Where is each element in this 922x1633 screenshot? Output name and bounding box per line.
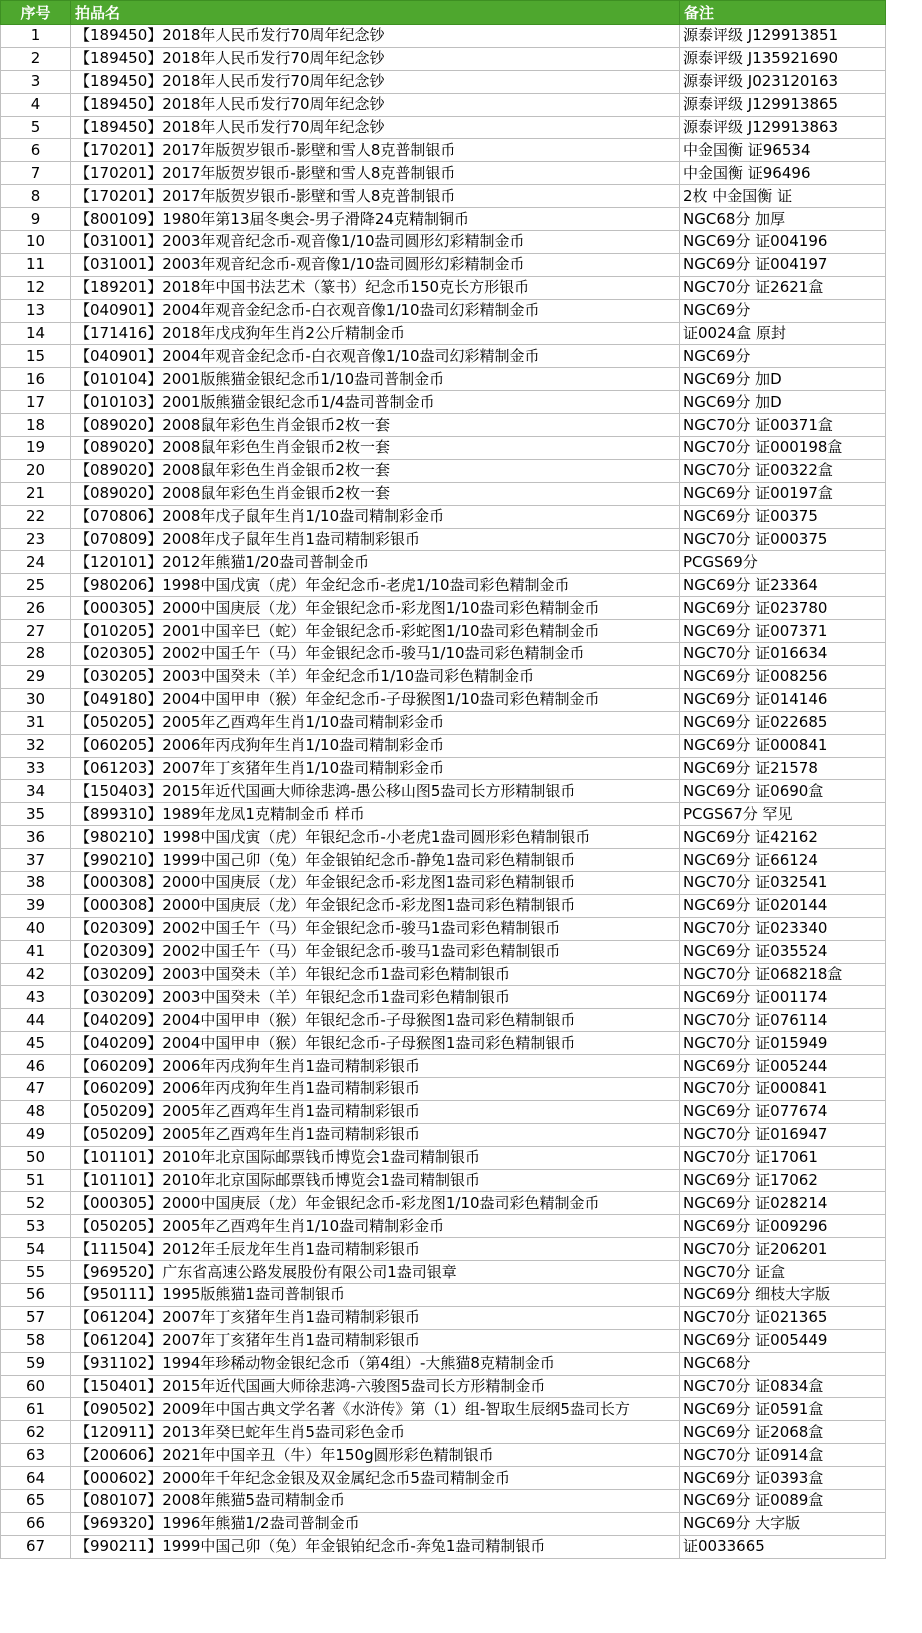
table-row (1, 1192, 886, 1215)
table-row (1, 299, 886, 322)
remarks-cell: NGC68分 (680, 1352, 886, 1375)
remarks-cell: NGC70分 证0834盒 (680, 1375, 886, 1398)
remarks-cell: NGC69分 证004196 (680, 231, 886, 254)
lot-number-cell: 28 (1, 643, 71, 666)
remarks-cell: NGC70分 证021365 (680, 1306, 886, 1329)
table-row (1, 986, 886, 1009)
remarks-cell: 源泰评级 J135921690 (680, 47, 886, 70)
table-row (1, 711, 886, 734)
lot-name-cell: 【020309】2002中国壬午（马）年金银纪念币-骏马1盎司彩色精制银币 (71, 917, 680, 940)
remarks-cell: NGC70分 证015949 (680, 1032, 886, 1055)
remarks-cell: 源泰评级 J129913851 (680, 25, 886, 48)
table-row (1, 276, 886, 299)
remarks-cell: NGC70分 证2621盒 (680, 276, 886, 299)
lot-number-cell: 47 (1, 1077, 71, 1100)
remarks-cell: NGC69分 证42162 (680, 826, 886, 849)
table-row (1, 757, 886, 780)
table-row (1, 1100, 886, 1123)
remarks-cell: NGC69分 证000841 (680, 734, 886, 757)
remarks-cell: NGC69分 证035524 (680, 940, 886, 963)
header-lot-number: 序号 (1, 1, 71, 25)
lot-number-cell: 16 (1, 368, 71, 391)
table-row (1, 47, 886, 70)
remarks-cell: NGC70分 证000841 (680, 1077, 886, 1100)
remarks-cell: 中金国衡 证96496 (680, 162, 886, 185)
lot-name-cell: 【089020】2008鼠年彩色生肖金银币2枚一套 (71, 459, 680, 482)
lot-name-cell: 【050205】2005年乙酉鸡年生肖1/10盎司精制彩金币 (71, 711, 680, 734)
remarks-cell: NGC69分 证007371 (680, 620, 886, 643)
table-row (1, 437, 886, 460)
lot-number-cell: 10 (1, 231, 71, 254)
table-body (1, 25, 886, 1559)
table-row (1, 1077, 886, 1100)
remarks-cell: NGC70分 证016947 (680, 1123, 886, 1146)
lot-name-cell: 【000308】2000中国庚辰（龙）年金银纪念币-彩龙图1盎司彩色精制银币 (71, 894, 680, 917)
remarks-cell: NGC69分 (680, 299, 886, 322)
lot-number-cell: 9 (1, 208, 71, 231)
table-row (1, 1467, 886, 1490)
lot-number-cell: 39 (1, 894, 71, 917)
remarks-cell: NGC70分 证17061 (680, 1146, 886, 1169)
lot-number-cell: 35 (1, 803, 71, 826)
lot-number-cell: 23 (1, 528, 71, 551)
lot-name-cell: 【980210】1998中国戊寅（虎）年银纪念币-小老虎1盎司圆形彩色精制银币 (71, 826, 680, 849)
table-row (1, 185, 886, 208)
lot-number-cell: 38 (1, 871, 71, 894)
lot-number-cell: 44 (1, 1009, 71, 1032)
table-row (1, 368, 886, 391)
lot-name-cell: 【010104】2001版熊猫金银纪念币1/10盎司普制金币 (71, 368, 680, 391)
lot-name-cell: 【171416】2018年戊戌狗年生肖2公斤精制金币 (71, 322, 680, 345)
lot-number-cell: 43 (1, 986, 71, 1009)
table-row (1, 871, 886, 894)
remarks-cell: NGC69分 证21578 (680, 757, 886, 780)
remarks-cell: NGC69分 证005244 (680, 1055, 886, 1078)
lot-name-cell: 【980206】1998中国戊寅（虎）年金纪念币-老虎1/10盎司彩色精制金币 (71, 574, 680, 597)
table-row (1, 1123, 886, 1146)
lot-name-cell: 【931102】1994年珍稀动物金银纪念币（第4组）-大熊猫8克精制金币 (71, 1352, 680, 1375)
lot-name-cell: 【990210】1999中国己卯（兔）年金银铂纪念币-静兔1盎司彩色精制银币 (71, 849, 680, 872)
remarks-cell: 证0033665 (680, 1535, 886, 1558)
lot-name-cell: 【040901】2004年观音金纪念币-白衣观音像1/10盎司幻彩精制金币 (71, 299, 680, 322)
lot-name-cell: 【969520】广东省高速公路发展股份有限公司1盎司银章 (71, 1261, 680, 1284)
lot-number-cell: 22 (1, 505, 71, 528)
lot-name-cell: 【000305】2000中国庚辰（龙）年金银纪念币-彩龙图1/10盎司彩色精制金币 (71, 1192, 680, 1215)
remarks-cell: NGC70分 证032541 (680, 871, 886, 894)
lot-name-cell: 【060205】2006年丙戌狗年生肖1/10盎司精制彩金币 (71, 734, 680, 757)
remarks-cell: 中金国衡 证96534 (680, 139, 886, 162)
table-row (1, 1215, 886, 1238)
lot-number-cell: 50 (1, 1146, 71, 1169)
lot-name-cell: 【150403】2015年近代国画大师徐悲鸿-愚公移山图5盎司长方形精制银币 (71, 780, 680, 803)
lot-number-cell: 62 (1, 1421, 71, 1444)
remarks-cell: NGC69分 证17062 (680, 1169, 886, 1192)
lot-name-cell: 【189450】2018年人民币发行70周年纪念钞 (71, 70, 680, 93)
table-row (1, 688, 886, 711)
lot-number-cell: 63 (1, 1444, 71, 1467)
table-row (1, 253, 886, 276)
lot-name-cell: 【050209】2005年乙酉鸡年生肖1盎司精制彩银币 (71, 1100, 680, 1123)
remarks-cell: NGC70分 证00322盒 (680, 459, 886, 482)
lot-number-cell: 41 (1, 940, 71, 963)
lot-name-cell: 【101101】2010年北京国际邮票钱币博览会1盎司精制银币 (71, 1146, 680, 1169)
table-row (1, 551, 886, 574)
lot-number-cell: 57 (1, 1306, 71, 1329)
lot-name-cell: 【150401】2015年近代国画大师徐悲鸿-六骏图5盎司长方形精制金币 (71, 1375, 680, 1398)
table-row (1, 734, 886, 757)
lot-name-cell: 【031001】2003年观音纪念币-观音像1/10盎司圆形幻彩精制金币 (71, 253, 680, 276)
table-row (1, 917, 886, 940)
lot-number-cell: 29 (1, 665, 71, 688)
remarks-cell: NGC69分 大字版 (680, 1512, 886, 1535)
table-row (1, 1490, 886, 1513)
table-row (1, 940, 886, 963)
lot-name-cell: 【120101】2012年熊猫1/20盎司普制金币 (71, 551, 680, 574)
table-row (1, 1375, 886, 1398)
table-row (1, 620, 886, 643)
table-row (1, 643, 886, 666)
remarks-cell: 2枚 中金国衡 证 (680, 185, 886, 208)
lot-name-cell: 【000308】2000中国庚辰（龙）年金银纪念币-彩龙图1盎司彩色精制银币 (71, 871, 680, 894)
table-row (1, 894, 886, 917)
remarks-cell: NGC69分 证023780 (680, 597, 886, 620)
lot-number-cell: 49 (1, 1123, 71, 1146)
lot-name-cell: 【031001】2003年观音纪念币-观音像1/10盎司圆形幻彩精制金币 (71, 231, 680, 254)
lot-number-cell: 33 (1, 757, 71, 780)
lot-number-cell: 36 (1, 826, 71, 849)
lot-name-cell: 【080107】2008年熊猫5盎司精制金币 (71, 1490, 680, 1513)
lot-number-cell: 42 (1, 963, 71, 986)
remarks-cell: 源泰评级 J129913865 (680, 93, 886, 116)
lot-number-cell: 19 (1, 437, 71, 460)
lot-number-cell: 11 (1, 253, 71, 276)
lot-number-cell: 30 (1, 688, 71, 711)
lot-name-cell: 【030209】2003中国癸未（羊）年银纪念币1盎司彩色精制银币 (71, 986, 680, 1009)
lot-name-cell: 【040209】2004中国甲申（猴）年银纪念币-子母猴图1盎司彩色精制银币 (71, 1032, 680, 1055)
remarks-cell: NGC70分 证076114 (680, 1009, 886, 1032)
lot-name-cell: 【061204】2007年丁亥猪年生肖1盎司精制彩银币 (71, 1329, 680, 1352)
lot-name-cell: 【010103】2001版熊猫金银纪念币1/4盎司普制金币 (71, 391, 680, 414)
table-row (1, 459, 886, 482)
lot-number-cell: 24 (1, 551, 71, 574)
lot-number-cell: 34 (1, 780, 71, 803)
table-row (1, 322, 886, 345)
table-row (1, 1421, 886, 1444)
lot-number-cell: 7 (1, 162, 71, 185)
lot-name-cell: 【189450】2018年人民币发行70周年纪念钞 (71, 116, 680, 139)
lot-name-cell: 【030205】2003中国癸未（羊）年金纪念币1/10盎司彩色精制金币 (71, 665, 680, 688)
lot-number-cell: 26 (1, 597, 71, 620)
remarks-cell: NGC69分 证66124 (680, 849, 886, 872)
remarks-cell: NGC69分 证00375 (680, 505, 886, 528)
lot-number-cell: 58 (1, 1329, 71, 1352)
lot-number-cell: 25 (1, 574, 71, 597)
lot-number-cell: 64 (1, 1467, 71, 1490)
remarks-cell: NGC69分 证001174 (680, 986, 886, 1009)
table-row (1, 963, 886, 986)
lot-number-cell: 6 (1, 139, 71, 162)
lot-name-cell: 【800109】1980年第13届冬奥会-男子滑降24克精制铜币 (71, 208, 680, 231)
remarks-cell: NGC69分 证004197 (680, 253, 886, 276)
lot-number-cell: 13 (1, 299, 71, 322)
lot-number-cell: 4 (1, 93, 71, 116)
table-row (1, 803, 886, 826)
lot-name-cell: 【101101】2010年北京国际邮票钱币博览会1盎司精制银币 (71, 1169, 680, 1192)
lot-number-cell: 52 (1, 1192, 71, 1215)
lot-name-cell: 【050209】2005年乙酉鸡年生肖1盎司精制彩银币 (71, 1123, 680, 1146)
lot-name-cell: 【020309】2002中国壬午（马）年金银纪念币-骏马1盎司彩色精制银币 (71, 940, 680, 963)
lot-name-cell: 【030209】2003中国癸未（羊）年银纪念币1盎司彩色精制银币 (71, 963, 680, 986)
table-row (1, 414, 886, 437)
table-row (1, 849, 886, 872)
lot-name-cell: 【950111】1995版熊猫1盎司普制银币 (71, 1283, 680, 1306)
remarks-cell: NGC69分 证0591盒 (680, 1398, 886, 1421)
lot-name-cell: 【070806】2008年戊子鼠年生肖1/10盎司精制彩金币 (71, 505, 680, 528)
lot-number-cell: 40 (1, 917, 71, 940)
table-row (1, 528, 886, 551)
remarks-cell: NGC70分 证023340 (680, 917, 886, 940)
lot-number-cell: 20 (1, 459, 71, 482)
table-row (1, 25, 886, 48)
table-row (1, 1032, 886, 1055)
remarks-cell: NGC69分 证009296 (680, 1215, 886, 1238)
table-row (1, 345, 886, 368)
remarks-cell: NGC69分 证23364 (680, 574, 886, 597)
lot-number-cell: 55 (1, 1261, 71, 1284)
lot-name-cell: 【990211】1999中国己卯（兔）年金银铂纪念币-奔兔1盎司精制银币 (71, 1535, 680, 1558)
lot-name-cell: 【089020】2008鼠年彩色生肖金银币2枚一套 (71, 414, 680, 437)
remarks-cell: NGC70分 证00371盒 (680, 414, 886, 437)
remarks-cell: NGC69分 加D (680, 391, 886, 414)
lot-name-cell: 【170201】2017年版贺岁银币-影壁和雪人8克普制银币 (71, 185, 680, 208)
lot-name-cell: 【040209】2004中国甲申（猴）年银纪念币-子母猴图1盎司彩色精制银币 (71, 1009, 680, 1032)
remarks-cell: NGC70分 证206201 (680, 1238, 886, 1261)
table-row (1, 826, 886, 849)
lot-name-cell: 【060209】2006年丙戌狗年生肖1盎司精制彩银币 (71, 1055, 680, 1078)
remarks-cell: NGC70分 证0914盒 (680, 1444, 886, 1467)
header-row (1, 1, 886, 25)
lot-number-cell: 32 (1, 734, 71, 757)
table-row (1, 1238, 886, 1261)
table-row (1, 70, 886, 93)
remarks-cell: NGC69分 细枝大字版 (680, 1283, 886, 1306)
remarks-cell: NGC69分 证00197盒 (680, 482, 886, 505)
table-row (1, 1009, 886, 1032)
lot-name-cell: 【189450】2018年人民币发行70周年纪念钞 (71, 25, 680, 48)
table-row (1, 1306, 886, 1329)
lot-name-cell: 【000602】2000年千年纪念金银及双金属纪念币5盎司精制金币 (71, 1467, 680, 1490)
lot-name-cell: 【061204】2007年丁亥猪年生肖1盎司精制彩银币 (71, 1306, 680, 1329)
lot-number-cell: 61 (1, 1398, 71, 1421)
lot-number-cell: 56 (1, 1283, 71, 1306)
remarks-cell: NGC69分 证0690盒 (680, 780, 886, 803)
table-row (1, 1055, 886, 1078)
table-row (1, 665, 886, 688)
table-row (1, 391, 886, 414)
lot-name-cell: 【120911】2013年癸巳蛇年生肖5盎司彩色金币 (71, 1421, 680, 1444)
lot-name-cell: 【200606】2021年中国辛丑（牛）年150g圆形彩色精制银币 (71, 1444, 680, 1467)
remarks-cell: PCGS69分 (680, 551, 886, 574)
table-row (1, 482, 886, 505)
lot-name-cell: 【090502】2009年中国古典文学名著《水浒传》第（1）组-智取生辰纲5盎司长方 (71, 1398, 680, 1421)
table-row (1, 597, 886, 620)
lot-number-cell: 31 (1, 711, 71, 734)
lot-name-cell: 【170201】2017年版贺岁银币-影壁和雪人8克普制银币 (71, 139, 680, 162)
header-remarks: 备注 (680, 1, 886, 25)
lot-name-cell: 【010205】2001中国辛巳（蛇）年金银纪念币-彩蛇图1/10盎司彩色精制金币 (71, 620, 680, 643)
remarks-cell: NGC70分 证000375 (680, 528, 886, 551)
lot-name-cell: 【060209】2006年丙戌狗年生肖1盎司精制彩银币 (71, 1077, 680, 1100)
table-row (1, 1329, 886, 1352)
remarks-cell: PCGS67分 罕见 (680, 803, 886, 826)
remarks-cell: NGC69分 (680, 345, 886, 368)
lot-number-cell: 2 (1, 47, 71, 70)
table-row (1, 1535, 886, 1558)
lot-name-cell: 【040901】2004年观音金纪念币-白衣观音像1/10盎司幻彩精制金币 (71, 345, 680, 368)
lot-number-cell: 15 (1, 345, 71, 368)
lot-number-cell: 48 (1, 1100, 71, 1123)
lot-number-cell: 66 (1, 1512, 71, 1535)
table-row (1, 162, 886, 185)
lot-name-cell: 【089020】2008鼠年彩色生肖金银币2枚一套 (71, 437, 680, 460)
lot-number-cell: 51 (1, 1169, 71, 1192)
table-row (1, 1261, 886, 1284)
table-row (1, 208, 886, 231)
lot-name-cell: 【189450】2018年人民币发行70周年纪念钞 (71, 93, 680, 116)
remarks-cell: NGC70分 证016634 (680, 643, 886, 666)
lot-number-cell: 54 (1, 1238, 71, 1261)
lot-number-cell: 67 (1, 1535, 71, 1558)
table-row (1, 505, 886, 528)
lot-name-cell: 【969320】1996年熊猫1/2盎司普制金币 (71, 1512, 680, 1535)
remarks-cell: NGC69分 证0089盒 (680, 1490, 886, 1513)
table-header (1, 1, 886, 25)
remarks-cell: NGC69分 证014146 (680, 688, 886, 711)
remarks-cell: NGC69分 证2068盒 (680, 1421, 886, 1444)
remarks-cell: NGC69分 证022685 (680, 711, 886, 734)
lot-number-cell: 17 (1, 391, 71, 414)
remarks-cell: NGC70分 证000198盒 (680, 437, 886, 460)
table-row (1, 139, 886, 162)
lot-number-cell: 27 (1, 620, 71, 643)
lot-number-cell: 8 (1, 185, 71, 208)
lot-number-cell: 18 (1, 414, 71, 437)
table-row (1, 1283, 886, 1306)
remarks-cell: NGC69分 证005449 (680, 1329, 886, 1352)
table-row (1, 1444, 886, 1467)
remarks-cell: NGC69分 证020144 (680, 894, 886, 917)
table-row (1, 1398, 886, 1421)
remarks-cell: NGC68分 加厚 (680, 208, 886, 231)
remarks-cell: NGC69分 加D (680, 368, 886, 391)
remarks-cell: 证0024盒 原封 (680, 322, 886, 345)
lot-name-cell: 【020305】2002中国壬午（马）年金银纪念币-骏马1/10盎司彩色精制金币 (71, 643, 680, 666)
lot-name-cell: 【189201】2018年中国书法艺术（篆书）纪念币150克长方形银币 (71, 276, 680, 299)
lot-name-cell: 【070809】2008年戊子鼠年生肖1盎司精制彩银币 (71, 528, 680, 551)
lot-number-cell: 60 (1, 1375, 71, 1398)
lot-name-cell: 【111504】2012年壬辰龙年生肖1盎司精制彩银币 (71, 1238, 680, 1261)
lot-number-cell: 5 (1, 116, 71, 139)
table-row (1, 231, 886, 254)
table-row (1, 116, 886, 139)
table-row (1, 780, 886, 803)
lot-name-cell: 【049180】2004中国甲申（猴）年金纪念币-子母猴图1/10盎司彩色精制金币 (71, 688, 680, 711)
lot-name-cell: 【170201】2017年版贺岁银币-影壁和雪人8克普制银币 (71, 162, 680, 185)
lot-name-cell: 【061203】2007年丁亥猪年生肖1/10盎司精制彩金币 (71, 757, 680, 780)
table-row (1, 574, 886, 597)
table-row (1, 1512, 886, 1535)
lot-name-cell: 【000305】2000中国庚辰（龙）年金银纪念币-彩龙图1/10盎司彩色精制金币 (71, 597, 680, 620)
lot-name-cell: 【089020】2008鼠年彩色生肖金银币2枚一套 (71, 482, 680, 505)
remarks-cell: NGC69分 证077674 (680, 1100, 886, 1123)
lot-number-cell: 14 (1, 322, 71, 345)
lot-number-cell: 3 (1, 70, 71, 93)
lot-number-cell: 12 (1, 276, 71, 299)
lot-number-cell: 53 (1, 1215, 71, 1238)
remarks-cell: NGC69分 证028214 (680, 1192, 886, 1215)
lot-number-cell: 46 (1, 1055, 71, 1078)
lot-name-cell: 【050205】2005年乙酉鸡年生肖1/10盎司精制彩金币 (71, 1215, 680, 1238)
remarks-cell: 源泰评级 J023120163 (680, 70, 886, 93)
lot-number-cell: 21 (1, 482, 71, 505)
lot-number-cell: 1 (1, 25, 71, 48)
lot-number-cell: 37 (1, 849, 71, 872)
lot-number-cell: 65 (1, 1490, 71, 1513)
remarks-cell: NGC69分 证008256 (680, 665, 886, 688)
lot-number-cell: 59 (1, 1352, 71, 1375)
remarks-cell: NGC69分 证0393盒 (680, 1467, 886, 1490)
header-lot-name: 拍品名 (71, 1, 680, 25)
lot-number-cell: 45 (1, 1032, 71, 1055)
table-row (1, 1146, 886, 1169)
table-row (1, 93, 886, 116)
lot-name-cell: 【899310】1989年龙凤1克精制金币 样币 (71, 803, 680, 826)
remarks-cell: NGC70分 证068218盒 (680, 963, 886, 986)
remarks-cell: NGC70分 证盒 (680, 1261, 886, 1284)
table-row (1, 1352, 886, 1375)
remarks-cell: 源泰评级 J129913863 (680, 116, 886, 139)
lot-name-cell: 【189450】2018年人民币发行70周年纪念钞 (71, 47, 680, 70)
table-row (1, 1169, 886, 1192)
